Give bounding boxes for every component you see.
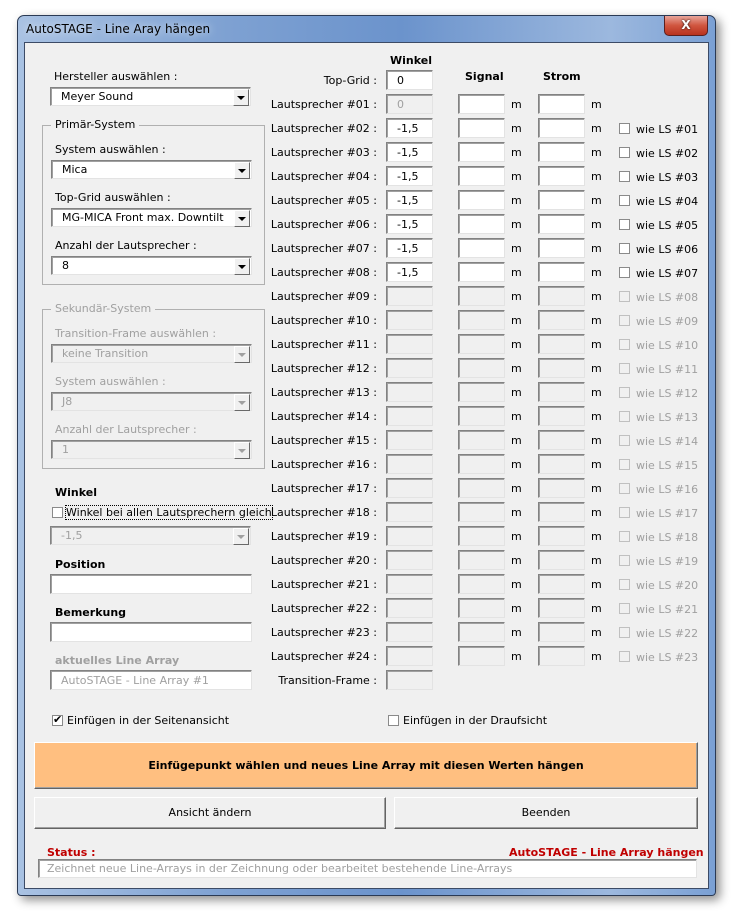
speaker-row-label: Lautsprecher #20 :: [270, 554, 377, 567]
speaker-count-value: 8: [62, 259, 69, 272]
same-as-previous-checkbox: [619, 627, 630, 638]
speaker-row-label: Lautsprecher #17 :: [270, 482, 377, 495]
primary-system-group: [42, 118, 265, 285]
speaker-angle-input[interactable]: -1,5: [386, 118, 433, 138]
same-as-previous-checkbox[interactable]: [619, 147, 630, 158]
manufacturer-value: Meyer Sound: [61, 90, 134, 103]
strom-unit-label: m: [591, 290, 602, 303]
same-as-previous-checkbox: [619, 651, 630, 662]
same-angle-label[interactable]: Winkel bei allen Lautsprechern gleich: [66, 506, 272, 519]
same-as-previous-checkbox[interactable]: [619, 123, 630, 134]
same-as-previous-label: wie LS #21: [636, 603, 699, 616]
speaker-row-label: Lautsprecher #21 :: [270, 578, 377, 591]
signal-unit-label: m: [511, 602, 522, 615]
speaker-angle-input: [386, 646, 433, 666]
signal-unit-label: m: [511, 170, 522, 183]
same-as-previous-label[interactable]: wie LS #01: [636, 123, 699, 136]
transition-frame-value: keine Transition: [62, 347, 149, 360]
same-as-previous-label[interactable]: wie LS #03: [636, 171, 699, 184]
speaker-row-label: Lautsprecher #12 :: [270, 362, 377, 375]
speaker-signal-input[interactable]: [458, 238, 505, 258]
same-as-previous-label: wie LS #20: [636, 579, 699, 592]
speaker-signal-input: [458, 598, 505, 618]
signal-unit-label: m: [511, 98, 522, 111]
speaker-signal-input: [458, 382, 505, 402]
primary-system-label: System auswählen :: [55, 143, 166, 156]
same-as-previous-label[interactable]: wie LS #02: [636, 147, 699, 160]
speaker-strom-input: [538, 598, 585, 618]
strom-unit-label: m: [591, 146, 602, 159]
chevron-down-icon[interactable]: [234, 258, 250, 275]
close-icon: X: [681, 18, 691, 32]
speaker-strom-input[interactable]: [538, 142, 585, 162]
top-view-label[interactable]: Einfügen in der Draufsicht: [403, 714, 548, 727]
signal-unit-label: m: [511, 338, 522, 351]
speaker-angle-input: [386, 286, 433, 306]
insert-line-array-button[interactable]: Einfügepunkt wählen und neues Line Array mit diesen Werten hängen: [34, 742, 698, 789]
speaker-row-label: Lautsprecher #13 :: [270, 386, 377, 399]
speaker-strom-input: [538, 550, 585, 570]
topgrid-value: MG-MICA Front max. Downtilt: [62, 211, 224, 224]
signal-unit-label: m: [511, 314, 522, 327]
same-angle-checkbox[interactable]: [52, 507, 63, 518]
strom-unit-label: m: [591, 170, 602, 183]
speaker-signal-input[interactable]: [458, 142, 505, 162]
transition-frame-label: Transition-Frame auswählen :: [55, 327, 217, 340]
column-header-strom: Strom: [543, 70, 581, 83]
same-as-previous-label: wie LS #14: [636, 435, 699, 448]
speaker-strom-input: [538, 358, 585, 378]
strom-unit-label: m: [591, 482, 602, 495]
speaker-row-label: Lautsprecher #16 :: [270, 458, 377, 471]
speaker-row-label: Lautsprecher #23 :: [270, 626, 377, 639]
speaker-signal-input: [458, 550, 505, 570]
speaker-strom-input: [538, 526, 585, 546]
speaker-row-label: Lautsprecher #18 :: [270, 506, 377, 519]
secondary-count-select: [51, 440, 252, 459]
speaker-angle-input: [386, 382, 433, 402]
remark-heading: Bemerkung: [55, 606, 127, 619]
same-as-previous-checkbox: [619, 459, 630, 470]
speaker-angle-input[interactable]: -1,5: [386, 214, 433, 234]
same-as-previous-label: wie LS #12: [636, 387, 699, 400]
speaker-strom-input: [538, 622, 585, 642]
speaker-signal-input[interactable]: [458, 166, 505, 186]
speaker-signal-input[interactable]: [458, 214, 505, 234]
speaker-signal-input[interactable]: [458, 190, 505, 210]
speaker-row-label: Lautsprecher #15 :: [270, 434, 377, 447]
signal-unit-label: m: [511, 626, 522, 639]
remark-input[interactable]: [50, 622, 252, 642]
speaker-signal-input: [458, 286, 505, 306]
signal-unit-label: m: [511, 386, 522, 399]
strom-unit-label: m: [591, 362, 602, 375]
signal-unit-label: m: [511, 650, 522, 663]
chevron-down-icon: [234, 394, 250, 411]
signal-unit-label: m: [511, 122, 522, 135]
primary-system-value: Mica: [62, 163, 88, 176]
same-as-previous-label: wie LS #23: [636, 651, 699, 664]
secondary-system-value: J8: [62, 395, 73, 408]
same-as-previous-label: wie LS #13: [636, 411, 699, 424]
speaker-signal-input: [458, 310, 505, 330]
speaker-angle-input: [386, 334, 433, 354]
secondary-system-label: System auswählen :: [55, 375, 166, 388]
signal-unit-label: m: [511, 434, 522, 447]
change-view-button[interactable]: Ansicht ändern: [34, 797, 386, 829]
speaker-angle-input[interactable]: -1,5: [386, 238, 433, 258]
speaker-row-label: Lautsprecher #22 :: [270, 602, 377, 615]
same-as-previous-label: wie LS #17: [636, 507, 699, 520]
speaker-angle-input: [386, 526, 433, 546]
speaker-row-label: Lautsprecher #01 :: [270, 98, 377, 111]
speaker-angle-input: [386, 454, 433, 474]
same-as-previous-checkbox: [619, 387, 630, 398]
signal-unit-label: m: [511, 530, 522, 543]
primary-system-select[interactable]: [51, 160, 252, 179]
signal-unit-label: m: [511, 194, 522, 207]
signal-unit-label: m: [511, 290, 522, 303]
strom-unit-label: m: [591, 530, 602, 543]
same-as-previous-checkbox: [619, 507, 630, 518]
same-as-previous-label: wie LS #09: [636, 315, 699, 328]
speaker-signal-input: [458, 526, 505, 546]
speaker-row-label: Lautsprecher #04 :: [270, 170, 377, 183]
side-view-checkbox[interactable]: [52, 715, 63, 726]
speaker-strom-input[interactable]: [538, 118, 585, 138]
same-as-previous-label: wie LS #10: [636, 339, 699, 352]
speaker-strom-input: [538, 574, 585, 594]
signal-unit-label: m: [511, 146, 522, 159]
status-text-field: Zeichnet neue Line-Arrays in der Zeichnung oder bearbeitet bestehende Line-Arrays: [38, 859, 697, 878]
strom-unit-label: m: [591, 458, 602, 471]
same-angle-value: -1,5: [61, 529, 83, 542]
speaker-row-label: Lautsprecher #05 :: [270, 194, 377, 207]
topgrid-select[interactable]: [51, 208, 252, 227]
same-as-previous-label: wie LS #22: [636, 627, 699, 640]
secondary-count-label: Anzahl der Lautsprecher :: [55, 423, 197, 436]
winkel-heading: Winkel: [55, 486, 97, 499]
speaker-angle-input: [386, 598, 433, 618]
topgrid-label: Top-Grid auswählen :: [55, 191, 171, 204]
column-header-signal: Signal: [465, 70, 504, 83]
speaker-angle-input[interactable]: -1,5: [386, 190, 433, 210]
same-as-previous-checkbox: [619, 363, 630, 374]
window-title: AutoSTAGE - Line Aray hängen: [26, 22, 211, 36]
speaker-angle-input: [386, 358, 433, 378]
speaker-row-label: Lautsprecher #07 :: [270, 242, 377, 255]
strom-unit-label: m: [591, 434, 602, 447]
speaker-strom-input: [538, 406, 585, 426]
speaker-row-label: Lautsprecher #24 :: [270, 650, 377, 663]
speaker-row-label: Lautsprecher #11 :: [270, 338, 377, 351]
speaker-angle-input: [386, 502, 433, 522]
speaker-row-label: Lautsprecher #03 :: [270, 146, 377, 159]
same-as-previous-label[interactable]: wie LS #06: [636, 243, 699, 256]
strom-unit-label: m: [591, 626, 602, 639]
speaker-angle-input: [386, 406, 433, 426]
speaker-strom-input: [538, 286, 585, 306]
speaker-angle-input: [386, 310, 433, 330]
speaker-angle-input: [386, 574, 433, 594]
strom-unit-label: m: [591, 266, 602, 279]
secondary-system-select: [51, 392, 252, 411]
speaker-strom-input[interactable]: [538, 190, 585, 210]
chevron-down-icon: [234, 442, 250, 459]
speaker-signal-input: [458, 646, 505, 666]
same-as-previous-checkbox[interactable]: [619, 243, 630, 254]
speaker-signal-input: [458, 622, 505, 642]
speaker-strom-input: [538, 646, 585, 666]
position-input[interactable]: [50, 574, 252, 594]
speaker-angle-input: [386, 430, 433, 450]
speaker-row-label: Lautsprecher #06 :: [270, 218, 377, 231]
strom-unit-label: m: [591, 122, 602, 135]
speaker-angle-input[interactable]: -1,5: [386, 142, 433, 162]
speaker-row-label: Lautsprecher #10 :: [270, 314, 377, 327]
speaker-row-label: Lautsprecher #19 :: [270, 530, 377, 543]
transition-frame-row-label: Transition-Frame :: [278, 674, 377, 687]
same-as-previous-checkbox: [619, 339, 630, 350]
speaker-signal-input: [458, 406, 505, 426]
top-view-checkbox[interactable]: [388, 715, 399, 726]
same-as-previous-label: wie LS #15: [636, 459, 699, 472]
close-button[interactable]: [664, 16, 708, 36]
speaker-row-label: Lautsprecher #02 :: [270, 122, 377, 135]
strom-unit-label: m: [591, 410, 602, 423]
speaker-signal-input: [458, 502, 505, 522]
speaker-signal-input[interactable]: [458, 262, 505, 282]
strom-unit-label: m: [591, 578, 602, 591]
position-heading: Position: [55, 558, 106, 571]
strom-unit-label: m: [591, 602, 602, 615]
signal-unit-label: m: [511, 218, 522, 231]
checkmark-icon: ✔: [53, 713, 63, 726]
strom-unit-label: m: [591, 386, 602, 399]
primary-system-legend: Primär-System: [51, 118, 139, 131]
signal-unit-label: m: [511, 578, 522, 591]
same-as-previous-checkbox[interactable]: [619, 219, 630, 230]
status-title: AutoSTAGE - Line Array hängen: [509, 846, 704, 859]
chevron-down-icon: [233, 528, 249, 545]
speaker-angle-input: [386, 478, 433, 498]
same-as-previous-checkbox: [619, 579, 630, 590]
speaker-strom-input: [538, 430, 585, 450]
same-as-previous-label[interactable]: wie LS #07: [636, 267, 699, 280]
strom-unit-label: m: [591, 506, 602, 519]
speaker-row-label: Lautsprecher #09 :: [270, 290, 377, 303]
same-as-previous-label: wie LS #19: [636, 555, 699, 568]
same-as-previous-checkbox: [619, 435, 630, 446]
strom-unit-label: m: [591, 194, 602, 207]
speaker-signal-input: [458, 358, 505, 378]
strom-unit-label: m: [591, 650, 602, 663]
secondary-system-group: [42, 302, 265, 469]
same-as-previous-label: wie LS #16: [636, 483, 699, 496]
speaker-strom-input[interactable]: [538, 262, 585, 282]
speaker-row-label: Lautsprecher #08 :: [270, 266, 377, 279]
topgrid-row-label: Top-Grid :: [323, 74, 377, 87]
same-as-previous-checkbox: [619, 315, 630, 326]
speaker-signal-input: [458, 334, 505, 354]
speaker-signal-input: [458, 454, 505, 474]
speaker-strom-input: [538, 382, 585, 402]
speaker-count-label: Anzahl der Lautsprecher :: [55, 239, 197, 252]
speaker-signal-input[interactable]: [458, 118, 505, 138]
strom-unit-label: m: [591, 554, 602, 567]
side-view-label[interactable]: Einfügen in der Seitenansicht: [67, 714, 230, 727]
chevron-down-icon[interactable]: [233, 89, 249, 106]
speaker-angle-input[interactable]: -1,5: [386, 166, 433, 186]
same-as-previous-checkbox: [619, 555, 630, 566]
signal-unit-label: m: [511, 554, 522, 567]
signal-unit-label: m: [511, 410, 522, 423]
dialog-window: [17, 15, 716, 896]
transition-frame-angle-input: [386, 670, 433, 690]
signal-unit-label: m: [511, 266, 522, 279]
strom-unit-label: m: [591, 314, 602, 327]
signal-unit-label: m: [511, 362, 522, 375]
strom-unit-label: m: [591, 218, 602, 231]
speaker-signal-input: [458, 574, 505, 594]
speaker-strom-input: [538, 310, 585, 330]
manufacturer-select[interactable]: [50, 87, 251, 106]
same-as-previous-label: wie LS #18: [636, 531, 699, 544]
speaker-row-label: Lautsprecher #14 :: [270, 410, 377, 423]
column-header-winkel: Winkel: [390, 54, 432, 67]
signal-unit-label: m: [511, 458, 522, 471]
speaker-strom-input[interactable]: [538, 94, 585, 114]
chevron-down-icon: [234, 346, 250, 363]
secondary-system-legend: Sekundär-System: [51, 302, 155, 315]
speaker-strom-input: [538, 334, 585, 354]
speaker-signal-input: [458, 478, 505, 498]
speaker-strom-input: [538, 502, 585, 522]
current-array-field: AutoSTAGE - Line Array #1: [50, 670, 252, 690]
speaker-strom-input[interactable]: [538, 238, 585, 258]
chevron-down-icon[interactable]: [234, 162, 250, 179]
speaker-strom-input[interactable]: [538, 166, 585, 186]
same-as-previous-checkbox: [619, 603, 630, 614]
topgrid-angle-input[interactable]: 0: [386, 70, 433, 90]
strom-unit-label: m: [591, 98, 602, 111]
speaker-angle-input: [386, 550, 433, 570]
signal-unit-label: m: [511, 242, 522, 255]
exit-button[interactable]: Beenden: [394, 797, 698, 829]
same-as-previous-checkbox[interactable]: [619, 267, 630, 278]
manufacturer-label: Hersteller auswählen :: [54, 70, 178, 83]
signal-unit-label: m: [511, 482, 522, 495]
transition-frame-select: [51, 344, 252, 363]
same-as-previous-checkbox: [619, 531, 630, 542]
dialog-client-area: [24, 42, 709, 889]
speaker-strom-input: [538, 478, 585, 498]
speaker-signal-input[interactable]: [458, 94, 505, 114]
status-label: Status :: [47, 846, 96, 859]
same-as-previous-checkbox[interactable]: [619, 195, 630, 206]
same-as-previous-label: wie LS #08: [636, 291, 699, 304]
same-as-previous-checkbox: [619, 411, 630, 422]
speaker-count-select[interactable]: [51, 256, 252, 275]
same-as-previous-checkbox[interactable]: [619, 171, 630, 182]
current-array-heading: aktuelles Line Array: [55, 654, 180, 667]
same-as-previous-checkbox: [619, 483, 630, 494]
secondary-count-value: 1: [62, 443, 69, 456]
chevron-down-icon[interactable]: [234, 210, 250, 227]
same-as-previous-label: wie LS #11: [636, 363, 699, 376]
speaker-strom-input[interactable]: [538, 214, 585, 234]
same-as-previous-label[interactable]: wie LS #04: [636, 195, 699, 208]
speaker-angle-input[interactable]: -1,5: [386, 262, 433, 282]
same-as-previous-label[interactable]: wie LS #05: [636, 219, 699, 232]
speaker-angle-input: [386, 622, 433, 642]
same-angle-select: [50, 526, 251, 545]
strom-unit-label: m: [591, 338, 602, 351]
speaker-angle-input: 0: [386, 94, 433, 114]
strom-unit-label: m: [591, 242, 602, 255]
speaker-signal-input: [458, 430, 505, 450]
signal-unit-label: m: [511, 506, 522, 519]
speaker-strom-input: [538, 454, 585, 474]
same-as-previous-checkbox: [619, 291, 630, 302]
